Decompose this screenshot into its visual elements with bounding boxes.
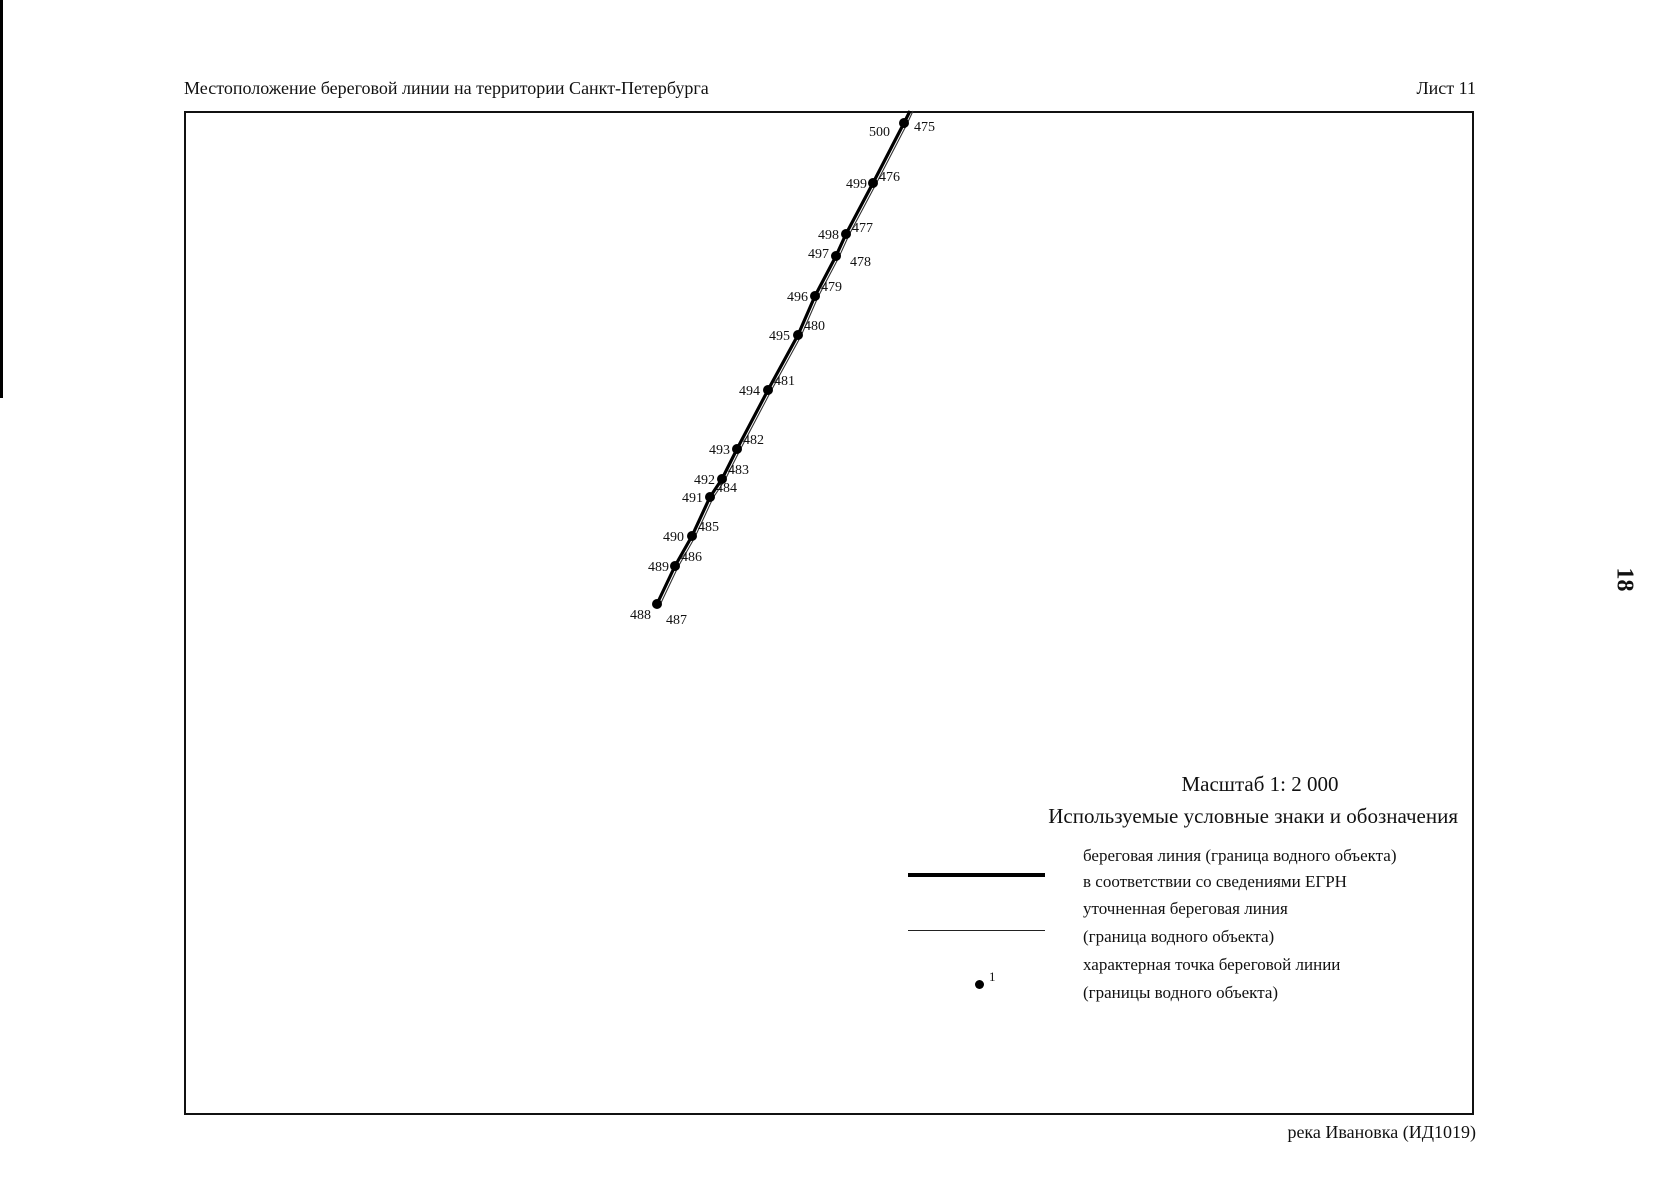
boundary-point (652, 599, 662, 609)
point-label-refined: 479 (821, 280, 842, 295)
legend-point-symbol (975, 980, 984, 989)
legend-refined-line-symbol (908, 930, 1045, 931)
boundary-point (831, 251, 841, 261)
point-label-egrn: 490 (663, 530, 684, 545)
legend-point-sample-number: 1 (989, 969, 996, 984)
boundary-point (705, 492, 715, 502)
boundary-point (899, 118, 909, 128)
point-label-egrn: 498 (818, 228, 839, 243)
legend-egrn-line-label-1: береговая линия (граница водного объекта) (1083, 846, 1397, 865)
legend-point-label-1: характерная точка береговой линии (1083, 955, 1341, 974)
point-label-refined: 476 (879, 170, 900, 185)
boundary-point (793, 330, 803, 340)
point-label-refined: 480 (804, 319, 825, 334)
scale-label: Масштаб 1: 2 000 (1181, 772, 1339, 796)
legend-egrn-line-label-2: в соответствии со сведениями ЕГРН (1083, 872, 1347, 891)
point-label-egrn: 488 (630, 608, 651, 623)
legend-refined-line-label-1: уточненная береговая линия (1083, 899, 1288, 918)
point-label-refined: 478 (850, 255, 871, 270)
point-label-egrn: 491 (682, 491, 703, 506)
boundary-point (841, 229, 851, 239)
point-label-egrn: 497 (808, 247, 829, 262)
legend-egrn-line-symbol (908, 873, 1045, 877)
sheet-number: Лист 11 (1416, 78, 1476, 98)
point-label-egrn: 493 (709, 443, 730, 458)
point-label-egrn: 492 (694, 473, 715, 488)
point-label-egrn: 495 (769, 329, 790, 344)
water-object-name: река Ивановка (ИД1019) (1287, 1122, 1476, 1142)
point-label-egrn: 496 (787, 290, 808, 305)
boundary-point (670, 561, 680, 571)
point-label-refined: 475 (914, 120, 935, 135)
legend-point-label-2: (границы водного объекта) (1083, 983, 1279, 1002)
point-label-refined: 486 (681, 550, 702, 565)
legend-title: Используемые условные знаки и обозначения (1048, 804, 1458, 828)
boundary-point (732, 444, 742, 454)
point-label-refined: 484 (716, 481, 737, 496)
point-label-egrn: 500 (869, 125, 890, 140)
page-stamp-number: 18 (1611, 567, 1638, 592)
legend-refined-line-label-2: (граница водного объекта) (1083, 927, 1275, 946)
point-label-refined: 487 (666, 613, 687, 628)
boundary-point (868, 178, 878, 188)
point-label-egrn: 494 (739, 384, 760, 399)
point-label-refined: 482 (743, 433, 764, 448)
point-label-refined: 477 (852, 221, 873, 236)
boundary-point (763, 385, 773, 395)
point-label-refined: 485 (698, 520, 719, 535)
point-label-egrn: 489 (648, 560, 669, 575)
point-label-refined: 481 (774, 374, 795, 389)
page-title: Местоположение береговой линии на территории Санкт-Петербурга (184, 78, 709, 98)
boundary-point (687, 531, 697, 541)
point-label-egrn: 499 (846, 177, 867, 192)
boundary-point (810, 291, 820, 301)
point-label-refined: 483 (728, 463, 749, 478)
